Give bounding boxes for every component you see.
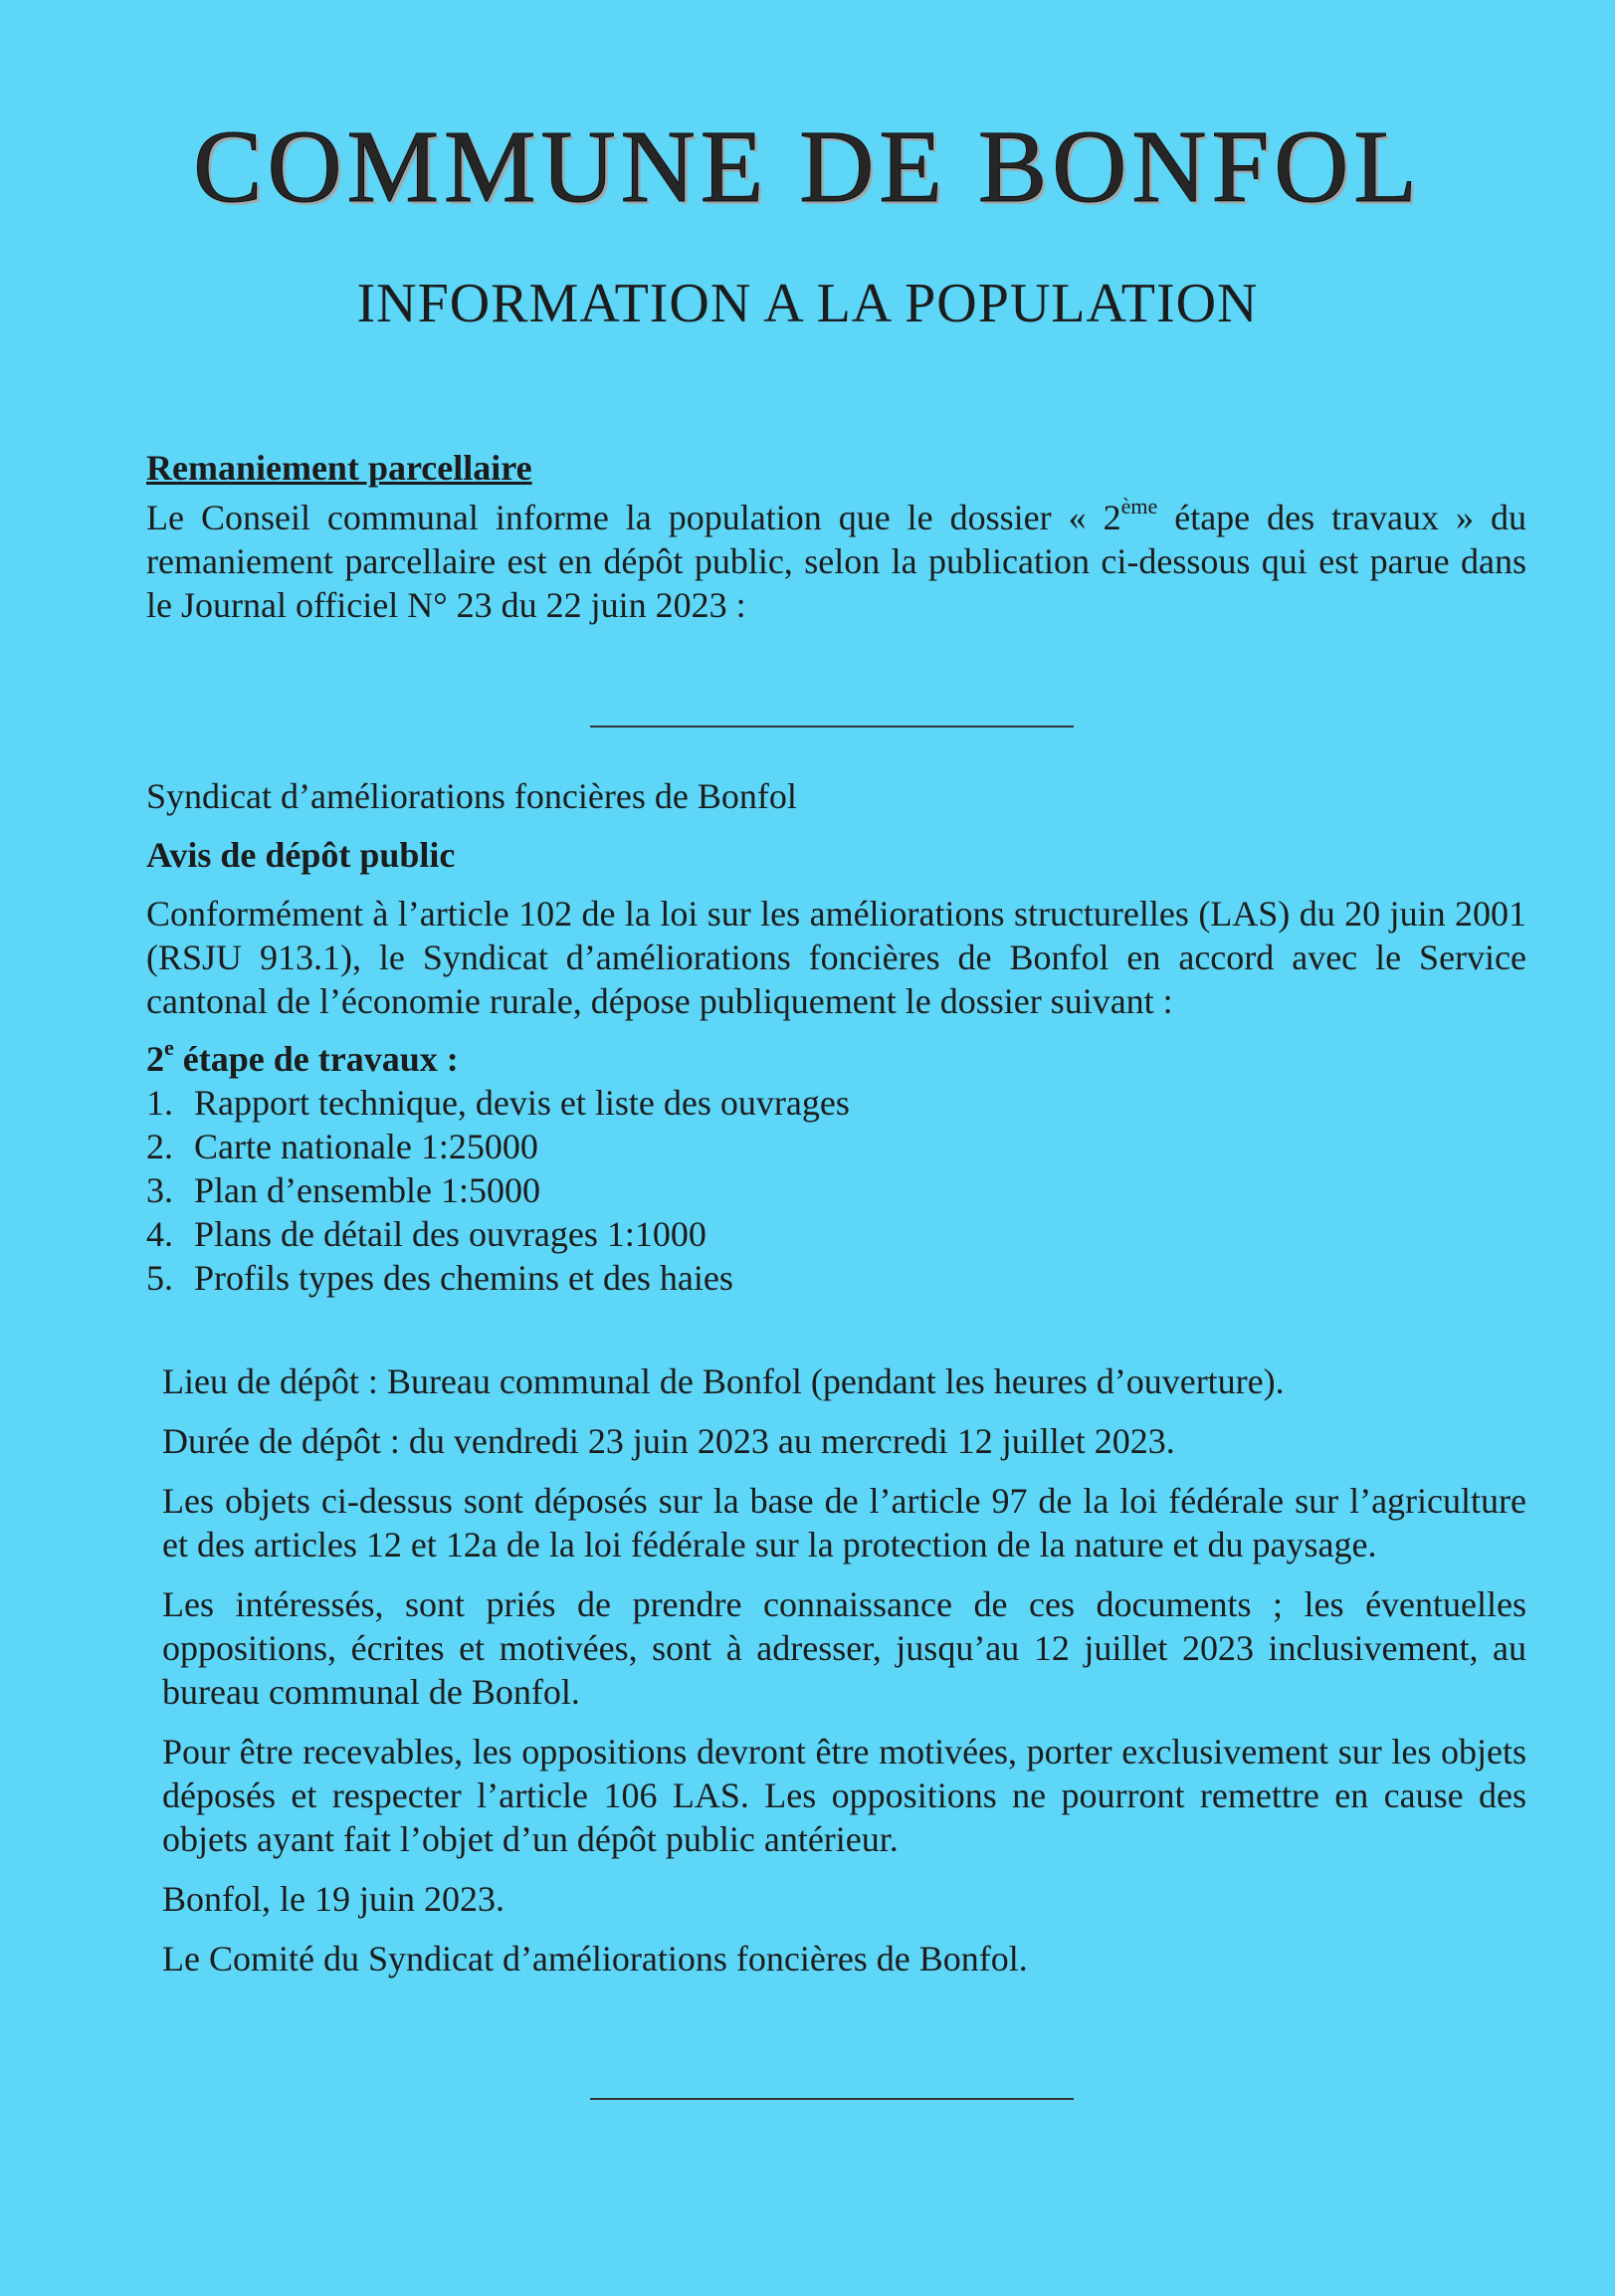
date-line: Bonfol, le 19 juin 2023. — [162, 1879, 505, 1919]
notice-heading: Avis de dépôt public — [146, 835, 456, 875]
list-item — [146, 1081, 1526, 1125]
document-list — [146, 1081, 1526, 1300]
intro-superscript: ème — [1120, 494, 1158, 519]
page-title: COMMUNE DE BONFOL — [193, 109, 1422, 224]
list-item-number: 2. — [146, 1127, 173, 1166]
stage-number: 2 — [146, 1039, 164, 1079]
stage-heading-text: étape de travaux : — [173, 1039, 459, 1079]
list-item-text: Profils types des chemins et des haies — [194, 1258, 733, 1298]
list-item-number: 3. — [146, 1170, 173, 1210]
stage-heading — [146, 1037, 1526, 1081]
opposition-instructions: Les intéressés, sont priés de prendre connaissance de ces documents ; les éventuelles oppositions, écrites et motivées, sont à adresser, jusqu’au 12 juillet 2023 inclusivement, au bureau communal de Bonfol. — [162, 1584, 1526, 1712]
list-item — [146, 1168, 1526, 1212]
list-item-text: Plans de détail des ouvrages 1:1000 — [194, 1214, 707, 1254]
intro-paragraph — [146, 496, 1526, 627]
intro-text-end: étape des travaux » du remaniement parcellaire est en dépôt public, selon la publication ci-dessous qui est parue dans le Journal officiel N° 23 du 22 juin 2023 : — [146, 498, 1526, 625]
footer-divider-line — [590, 2098, 1074, 2100]
list-item-text: Carte nationale 1:25000 — [194, 1127, 538, 1166]
divider-line — [590, 726, 1074, 728]
section-heading: Remaniement parcellaire — [146, 448, 532, 488]
legal-basis: Les objets ci-dessus sont déposés sur la base de l’article 97 de la loi fédérale sur l’agriculture et des articles 12 et 12a de la loi fédérale sur la protection de la nature et du paysage. — [162, 1481, 1526, 1565]
page-subtitle: INFORMATION A LA POPULATION — [356, 273, 1259, 334]
intro-text-start: Le Conseil communal informe la population que le dossier « 2 — [146, 498, 1121, 537]
syndicate-name: Syndicat d’améliorations foncières de Bonfol — [146, 776, 797, 816]
list-item — [146, 1125, 1526, 1168]
list-item-text: Rapport technique, devis et liste des ouvrages — [194, 1083, 850, 1123]
list-item-text: Plan d’ensemble 1:5000 — [194, 1170, 540, 1210]
list-item-number: 4. — [146, 1214, 173, 1254]
details-section — [162, 1359, 1526, 1996]
admissibility-conditions: Pour être recevables, les oppositions devront être motivées, porter exclusivement sur les objets déposés et respecter l’article 106 LAS. Les oppositions ne pourront remettre en cause des objets ayant fait l’objet d’un dépôt public antérieur. — [162, 1732, 1526, 1859]
list-item — [146, 1212, 1526, 1256]
notice-body: Conformément à l’article 102 de la loi sur les améliorations structurelles (LAS) du 20 juin 2001 (RSJU 913.1), le Syndicat d’améliorations foncières de Bonfol en accord avec le Service cantonal de l’économie rurale, dépose publiquement le dossier suivant : — [146, 894, 1526, 1021]
list-item — [146, 1256, 1526, 1300]
list-item-number: 1. — [146, 1083, 173, 1123]
signature-line: Le Comité du Syndicat d’améliorations foncières de Bonfol. — [162, 1939, 1028, 1979]
stage-superscript: e — [164, 1035, 174, 1060]
notice-section — [146, 774, 1526, 1300]
deposit-duration: Durée de dépôt : du vendredi 23 juin 2023 au mercredi 12 juillet 2023. — [162, 1421, 1175, 1461]
deposit-location: Lieu de dépôt : Bureau communal de Bonfol (pendant les heures d’ouverture). — [162, 1361, 1285, 1401]
intro-section — [146, 446, 1526, 627]
list-item-number: 5. — [146, 1258, 173, 1298]
